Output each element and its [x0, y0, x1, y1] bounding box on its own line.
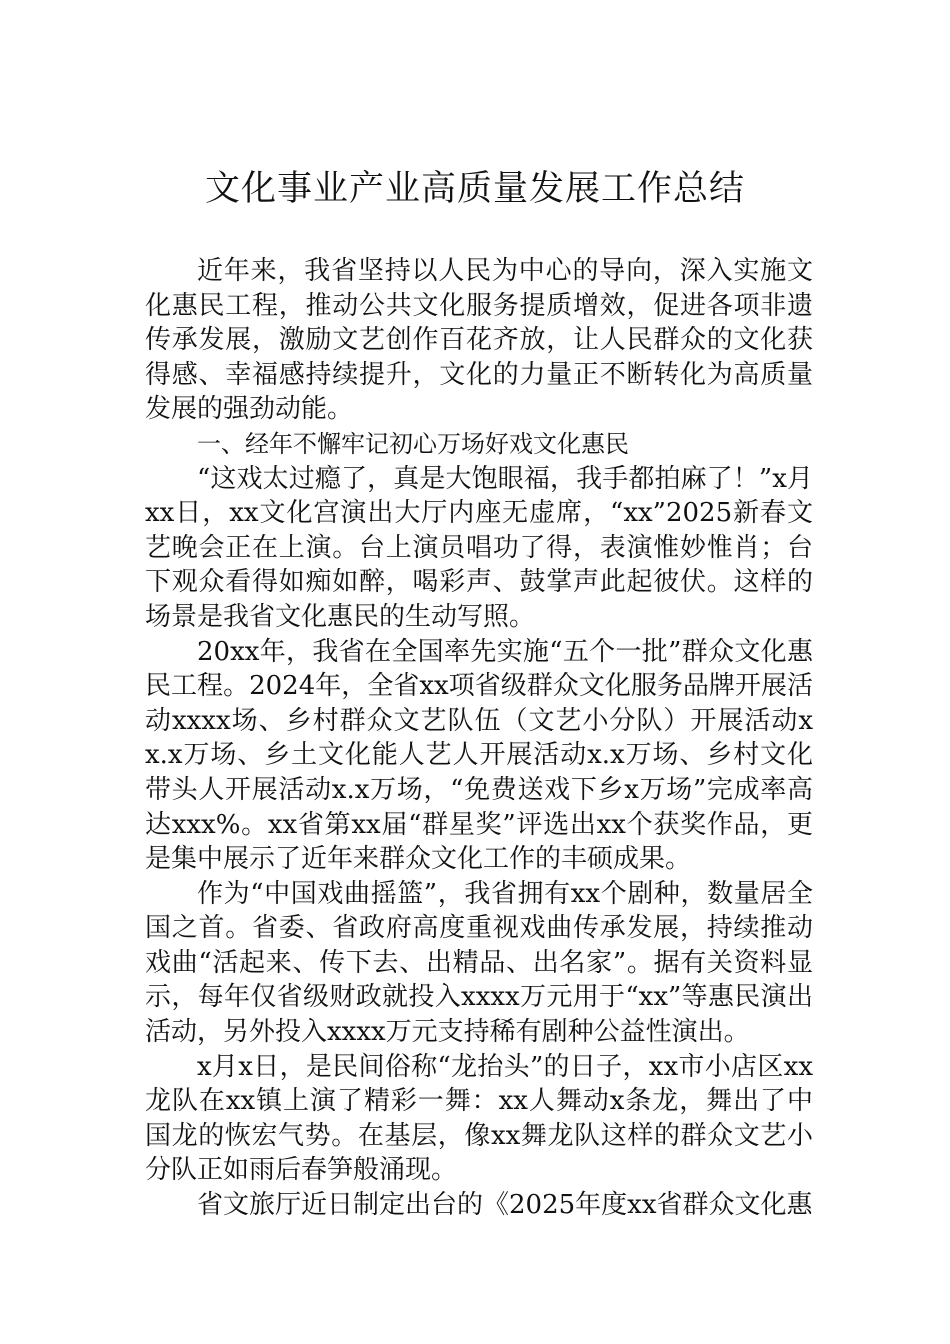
paragraph-opera: 作为“中国戏曲摇篮”，我省拥有xx个剧种，数量居全国之首。省委、省政府高度重视戏曲传承发展，持续推动戏曲“活起来、传下去、出精品、出名家”。据有关资料显示，每年仅省级财政就投入xxxx万元用于“xx”等惠民演出活动，另外投入xxxx万元支持稀有剧种公益性演出。 — [145, 878, 813, 1048]
document-title: 文化事业产业高质量发展工作总结 — [204, 169, 745, 209]
paragraph-policy: 省文旅厅近日制定出台的《2025年度xx省群众文化惠 — [197, 1190, 813, 1221]
paragraph-gala: “这戏太过瘾了，真是大饱眼福，我手都拍麻了！”x月xx日，xx文化宫演出大厅内座无虚席，“xx”2025新春文艺晚会正在上演。台上演员唱功了得，表演惟妙惟肖；台下观众看得如痴如醉，喝彩声、鼓掌声此起彼伏。这样的场景是我省文化惠民的生动写照。 — [145, 463, 813, 632]
paragraph-dragon-dance: x月x日，是民间俗称“龙抬头”的日子，xx市小店区xx龙队在xx镇上演了精彩一舞：xx人舞动x条龙，舞出了中国龙的恢宏气势。在基层，像xx舞龙队这样的群众文艺小分队正如雨后春笋般涌现。 — [145, 1051, 813, 1186]
section-heading-1: 一、经年不懈牢记初心万场好戏文化惠民 — [197, 429, 629, 458]
paragraph-intro: 近年来，我省坚持以人民为中心的导向，深入实施文化惠民工程，推动公共文化服务提质增效，促进各项非遗传承发展，激励文艺创作百花齐放，让人民群众的文化获得感、幸福感持续提升，文化的力量正不断转化为高质量发展的强劲动能。 — [145, 256, 813, 425]
document-body — [145, 254, 813, 1223]
paragraph-project: 20xx年，我省在全国率先实施“五个一批”群众文化惠民工程。2024年，全省xx项省级群众文化服务品牌开展活动xxxx场、乡村群众文艺队伍（文艺小分队）开展活动xx.x万场、乡土文化能人艺人开展活动x.x万场、乡村文化带头人开展活动x.x万场，“免费送戏下乡x万场”完成率高达xxx%。xx省第xx届“群星奖”评选出xx个获奖作品，更是集中展示了近年来群众文化工作的丰硕成果。 — [145, 636, 813, 875]
